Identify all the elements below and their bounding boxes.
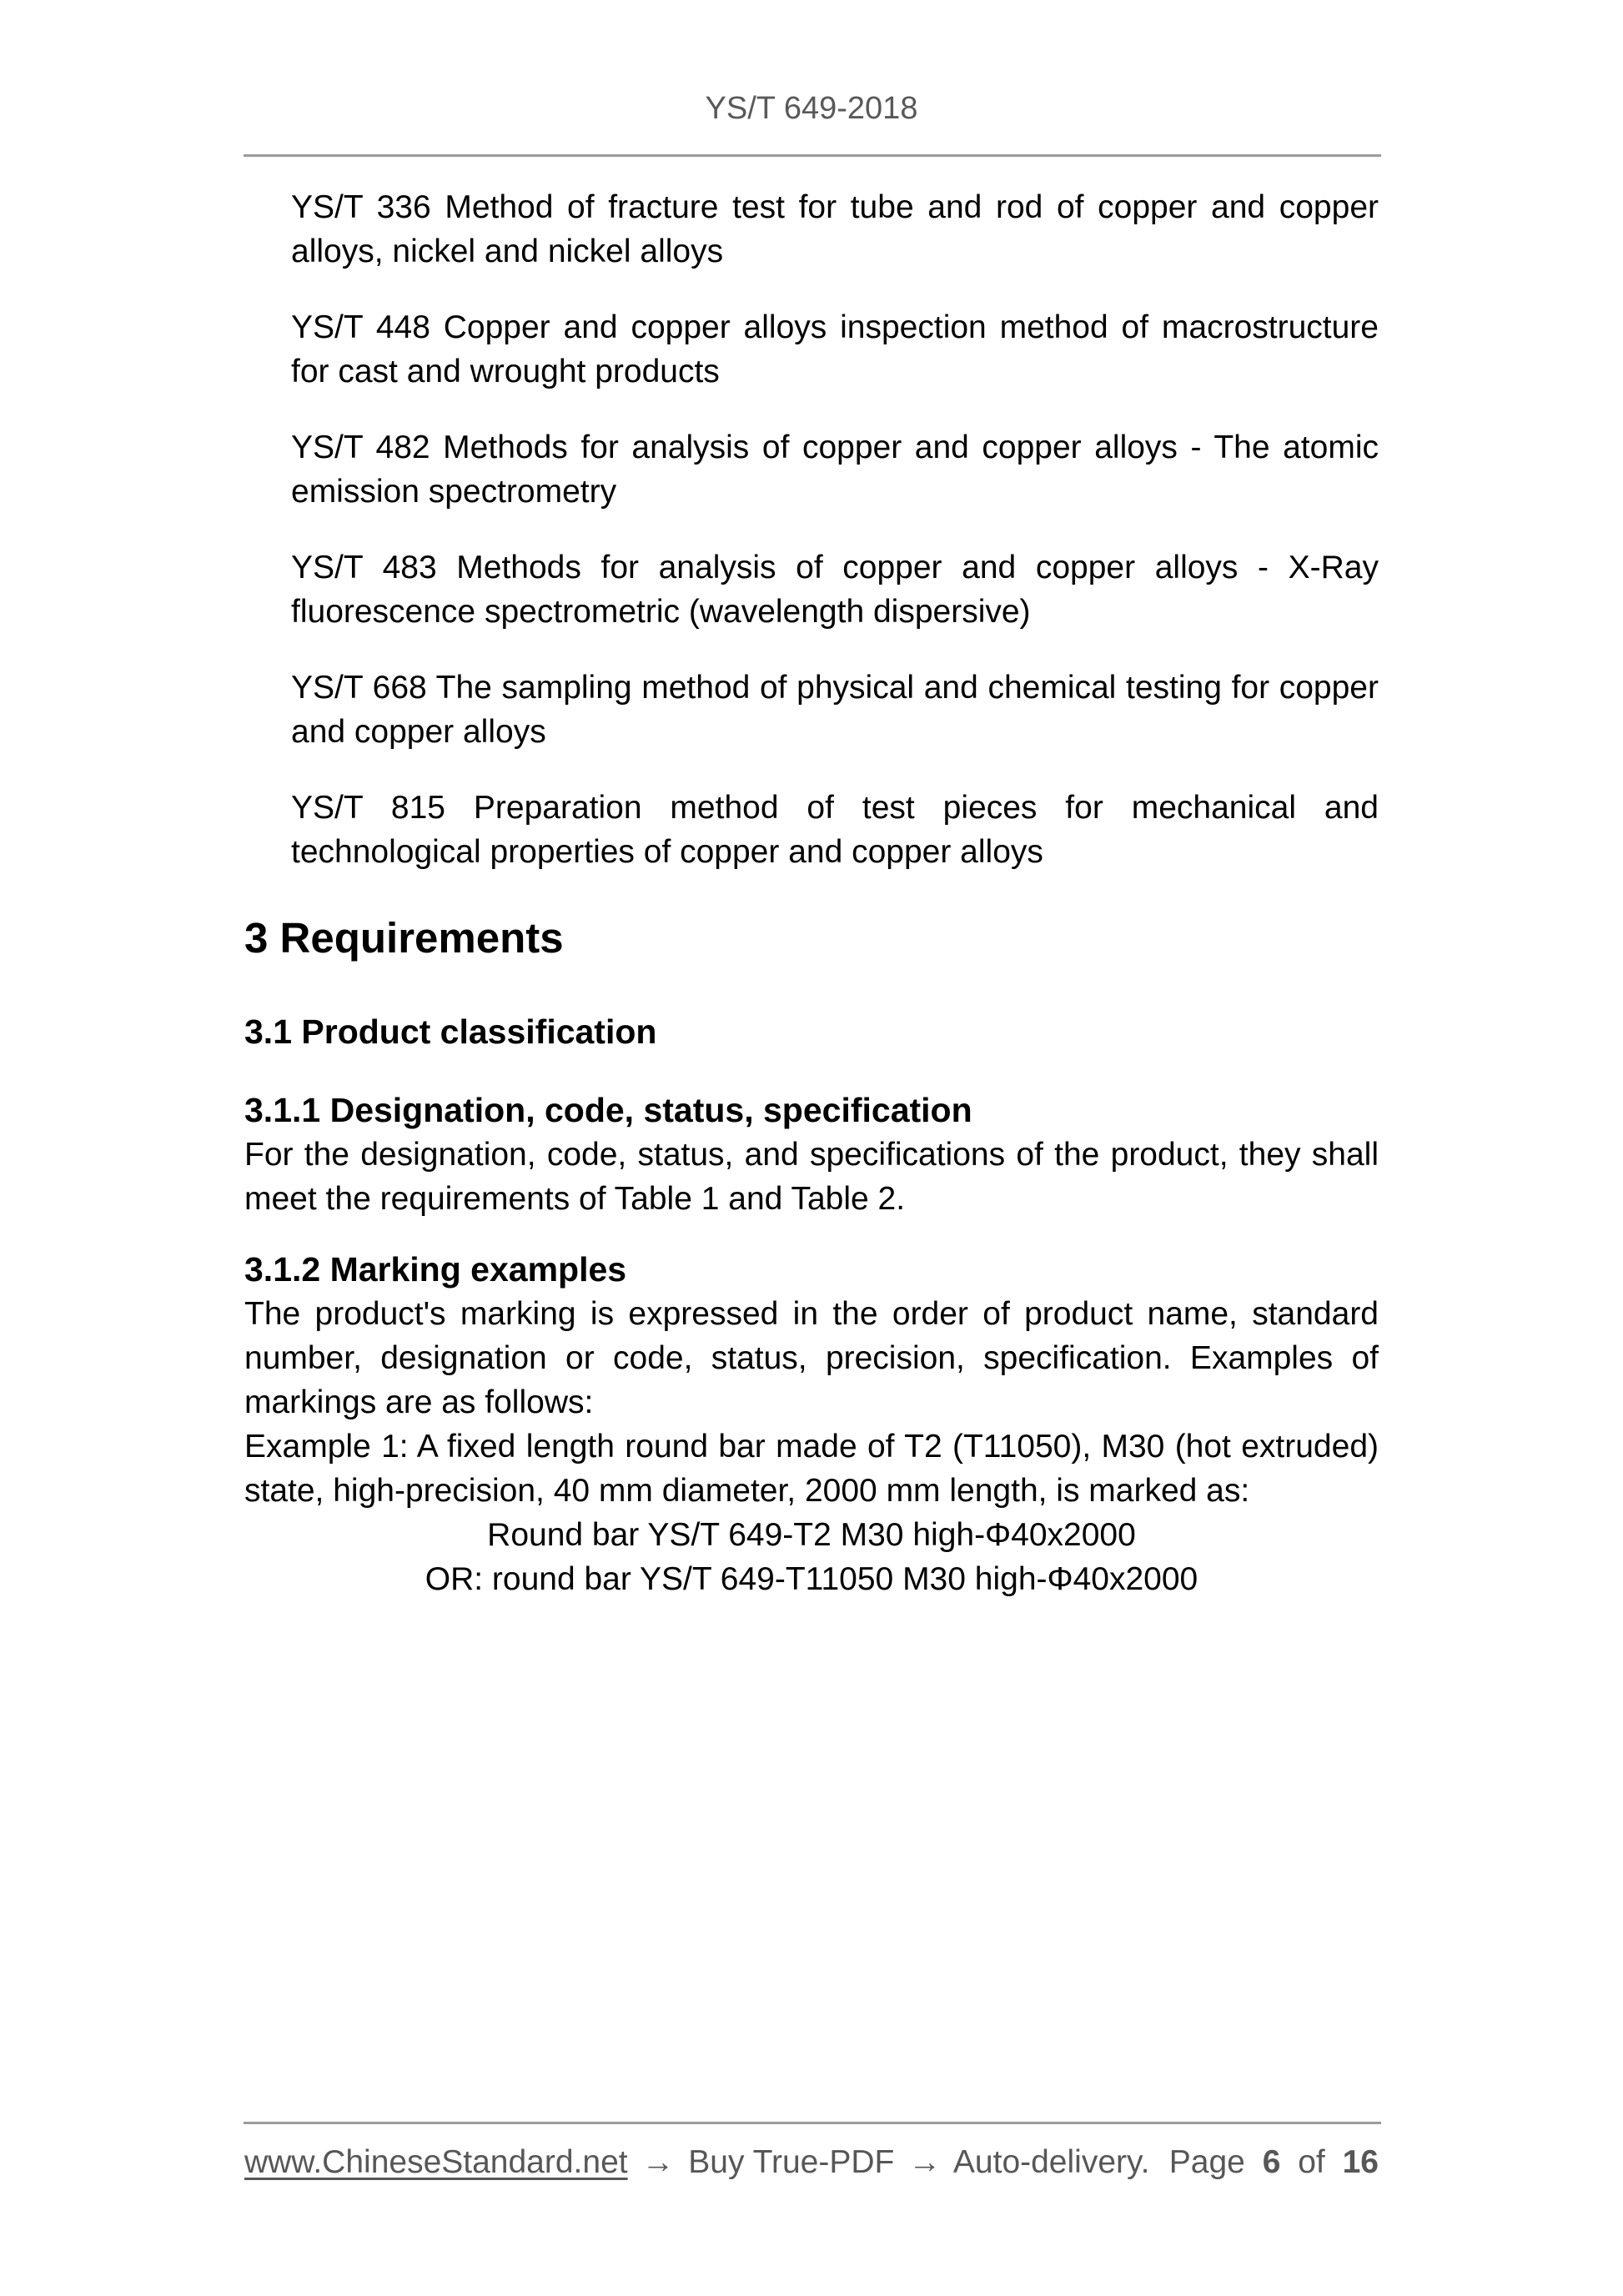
- paragraph-designation-requirements: For the designation, code, status, and specifications of the product, they shall meet the requirements of Table 1 and Table 2.: [244, 1137, 1379, 1217]
- reference-item: YS/T 483 Methods for analysis of copper and copper alloys - X-Ray fluorescence spectrometric (wavelength dispersive): [291, 550, 1379, 630]
- footer-page-indicator: [1169, 2140, 1379, 2184]
- document-header-title: YS/T 649-2018: [705, 91, 918, 126]
- marking-line-1: Round bar YS/T 649-T2 M30 high-Φ40x2000: [487, 1517, 1136, 1553]
- of-label: of: [1298, 2144, 1325, 2180]
- reference-item: YS/T 815 Preparation method of test pieces for mechanical and technological properties of copper and copper alloys: [291, 790, 1379, 870]
- document-body: [244, 185, 1379, 1601]
- right-arrow-icon: →: [908, 2144, 942, 2180]
- marking-line-2: OR: round bar YS/T 649-T11050 M30 high-Φ40x2000: [425, 1561, 1198, 1597]
- reference-item: YS/T 668 The sampling method of physical and chemical testing for copper and copper alloys: [291, 670, 1379, 750]
- document-footer: [244, 2140, 1379, 2184]
- footer-source-line: [244, 2140, 1149, 2184]
- page-label: Page: [1168, 2144, 1245, 2180]
- references-section: [244, 185, 1379, 874]
- page-total: 16: [1342, 2144, 1379, 2180]
- subsection-heading-designation: 3.1.1 Designation, code, status, specification: [244, 1091, 972, 1129]
- reference-item: YS/T 482 Methods for analysis of copper and copper alloys - The atomic emission spectrometry: [291, 430, 1379, 510]
- header-rule: [244, 154, 1381, 157]
- footer-buy-text: Buy True-PDF: [688, 2144, 895, 2180]
- page-number: 6: [1262, 2144, 1281, 2180]
- subsection-heading-product-classification: 3.1 Product classification: [244, 1012, 657, 1051]
- right-arrow-icon: →: [641, 2144, 675, 2180]
- paragraph-example-1: Example 1: A fixed length round bar made of T2 (T11050), M30 (hot extruded) state, high-precision, 40 mm diameter, 2000 mm length, is marked as:: [244, 1429, 1379, 1509]
- reference-item: YS/T 336 Method of fracture test for tube and rod of copper and copper alloys, nickel and nickel alloys: [291, 189, 1379, 269]
- footer-rule: [244, 2122, 1381, 2124]
- section-heading-requirements: 3 Requirements: [244, 914, 564, 962]
- paragraph-marking-order: The product's marking is expressed in the order of product name, standard number, designation or code, status, precision, specification. Examples of markings are as follows:: [244, 1296, 1379, 1420]
- footer-website-link[interactable]: www.ChineseStandard.net: [244, 2144, 628, 2180]
- reference-item: YS/T 448 Copper and copper alloys inspection method of macrostructure for cast and wrought products: [291, 309, 1379, 389]
- footer-delivery-text: Auto-delivery.: [952, 2144, 1150, 2180]
- subsection-heading-marking-examples: 3.1.2 Marking examples: [244, 1250, 627, 1289]
